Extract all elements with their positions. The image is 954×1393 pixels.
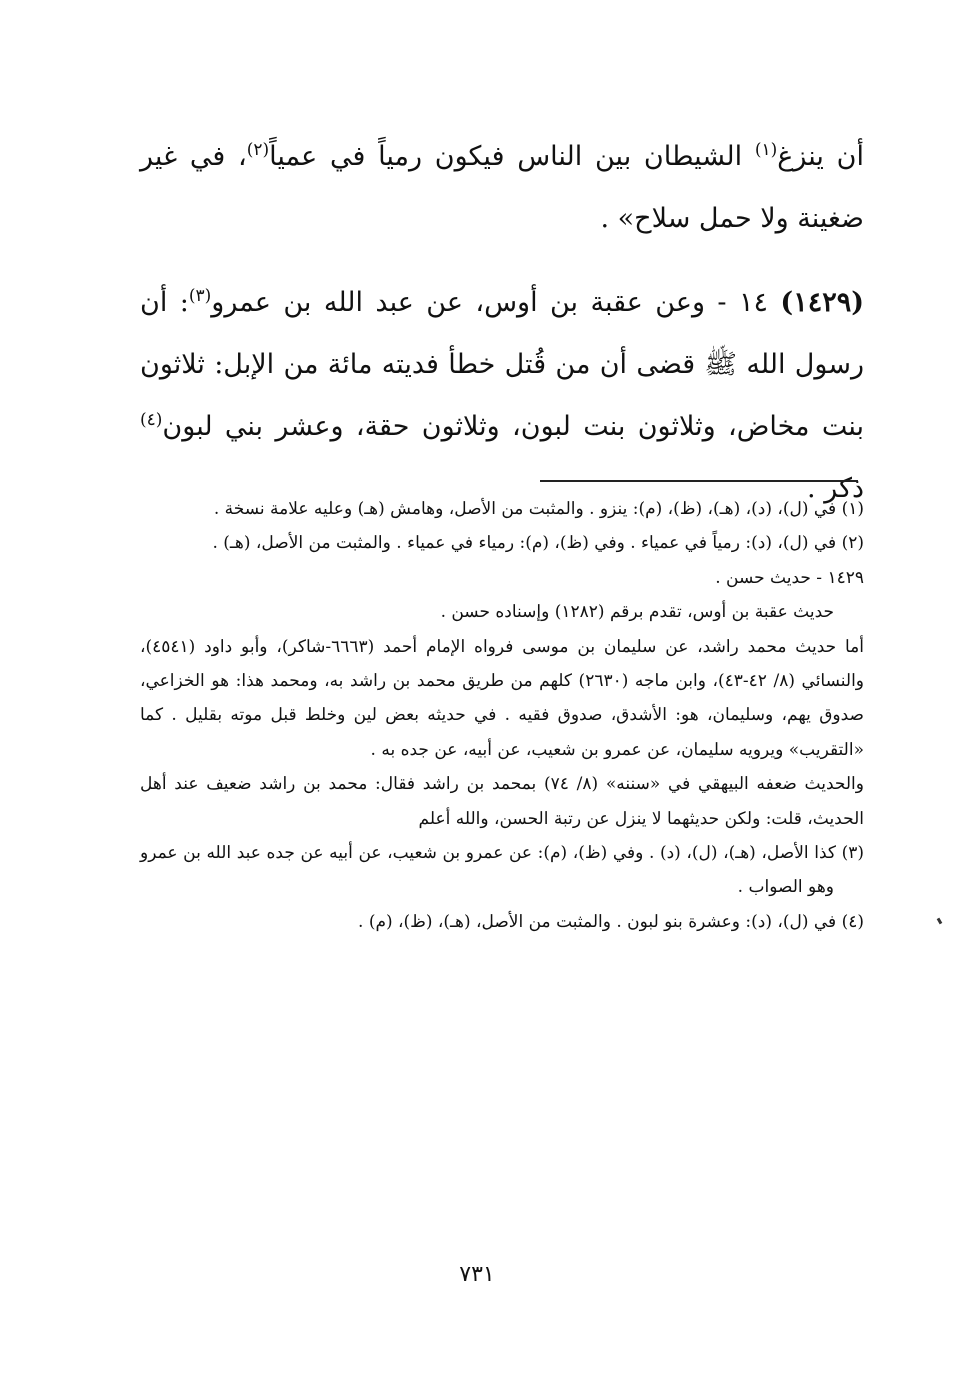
para2-text-c: ذكر . [807,473,864,504]
footnote-hadith-note-3: والحديث ضعفه البيهقي في «سننه» (٨/ ٧٤) بمحمد بن راشد فقال: محمد بن راشد ضعيف عند أهل الحديث، قلت: ولكن حديثهما لا ينزل عن رتبة الحسن، والله أعلم [140,774,864,829]
para2-text-a: ١٤ - وعن عقبة بن أوس، عن عبد الله بن عمرو [211,287,781,318]
footnote-ref-4: (٤) [140,410,163,430]
footnote-2: (٢) في (ل)، (د): رمياً في عمياء . وفي (ظ)، (م): رمياء في عمياء . والمثبت من الأصل، (هـ) . [212,533,864,554]
footnote-hadith-note-1: حديث عقبة بن أوس، تقدم برقم (١٢٨٢) وإسناده حسن . [440,602,834,623]
footnote-ref-1: (١) [754,140,778,160]
page-number: ٧٣١ [459,1262,495,1287]
footnotes-section [140,492,864,939]
main-paragraph-continuation [140,126,864,250]
para1-text-c: ، في غير ضغينة ولا حمل سلاح» . [140,141,864,234]
para1-text-b: الشيطان بين الناس فيكون رمياً في عمياً [269,141,755,172]
main-paragraph-hadith [140,272,864,520]
footnote-hadith-grade: ١٤٢٩ - حديث حسن . [715,567,864,588]
scan-mark [937,918,943,925]
hadith-number: (١٤٢٩) [780,287,864,318]
footnote-ref-2: (٢) [246,140,270,160]
para2-text-b: : أن رسول الله ﷺ قضى أن من قُتل خطأ فديته مائة من الإبل: ثلاثون بنت مخاض، وثلاثون بنت لبون، وثلاثون حقة، وعشر بني لبون [140,287,864,442]
para1-text-a: أن ينزغ [777,141,864,172]
footnote-1: (١) في (ل)، (د)، (هـ)، (ظ)، (م): ينزو . والمثبت من الأصل، وهامش (هـ) وعليه علامة نسخة . [213,499,864,519]
footnote-divider [540,480,858,482]
footnote-3: (٣) كذا الأصل، (هـ)، (ل)، (د) . وفي (ظ)، (م): عن عمرو بن شعيب، عن أبيه عن جده عبد الله بن عمرو وهو الصواب . [140,843,864,898]
footnote-hadith-note-2: أما حديث محمد راشد، عن سليمان بن موسى فرواه الإمام أحمد (٦٦٦٣-شاكر)، وأبو داود (٤٥٤١)، والنسائي (٨/ ٤٢-٤٣)، وابن ماجه (٢٦٣٠) كلهم من طريق محمد بن راشد به، ومحمد هذا: هو الخزاعي، صدوق يهم، وسليمان، هو: الأشدق، صدوق فقيه . في حديثه بعض لين وخلط قبل موته بقليل . كما «التقريب» ويرويه سليمان، عن عمرو بن شعيب، عن أبيه، عن جده به . [140,636,865,760]
footnote-4: (٤) في (ل)، (د): وعشرة بنو لبون . والمثبت من الأصل، (هـ)، (ظ)، (م) . [358,911,864,932]
footnote-ref-3: (٣) [188,286,212,306]
